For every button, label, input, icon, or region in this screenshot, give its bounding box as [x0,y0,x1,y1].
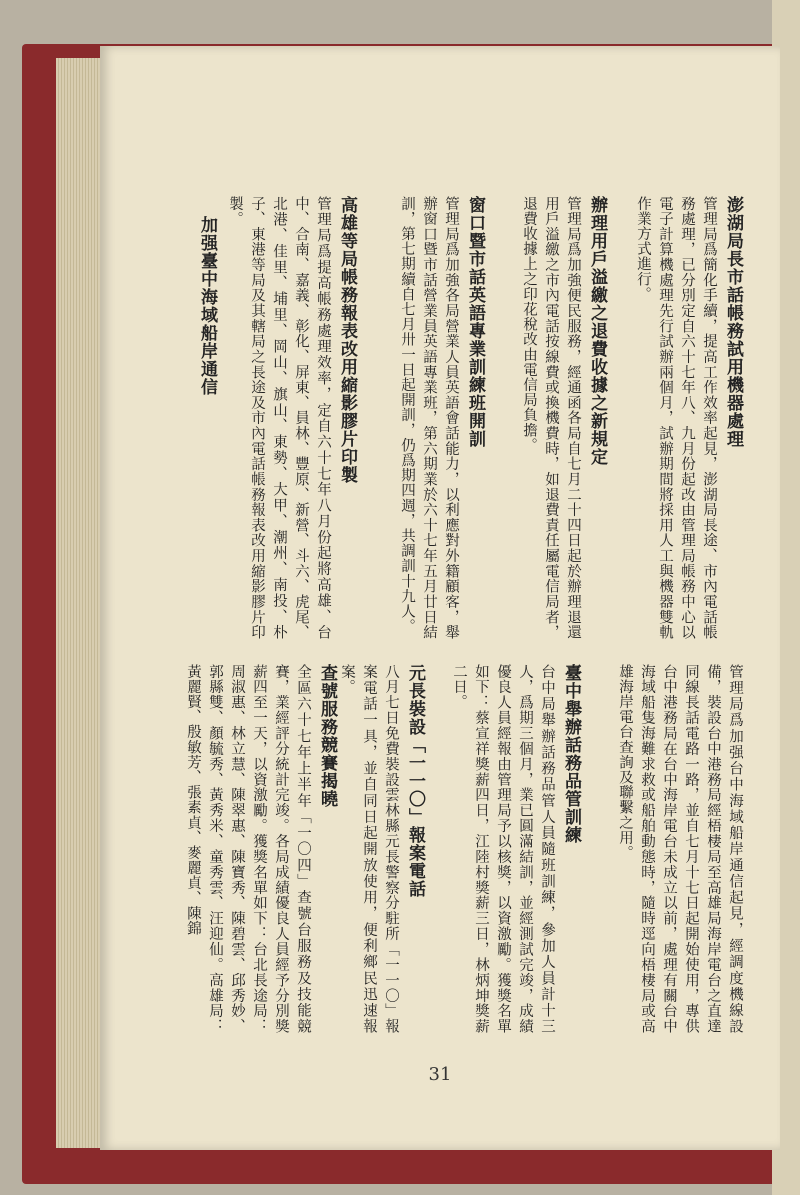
page-number: 31 [428,1064,452,1085]
article-110-hotline [336,664,428,1034]
article-title: 辦理用戶溢繳之退費收據之新規定 [587,196,607,466]
article-title: 窗口暨市話英語專業訓練班開訓 [465,196,485,448]
article-title: 高雄等局帳務報表改用縮影膠片印製 [337,196,357,484]
article-title: 澎湖局長市話帳務試用機器處理 [723,196,743,448]
article-title: 臺中舉辦話務品管訓練 [561,664,581,844]
article-body: 管理局爲提高帳務處理效率，定自六十七年八月份起將高雄、台中、合南、嘉義、彰化、屏東、員林、豐原、新營、斗六、虎尾、北港、佳里、埔里、岡山、旗山、東勢、大甲、潮州、南投、朴子、東港等局及其轄局之長途及市內電話帳務報表改用縮影膠片印製。 [227,196,331,640]
article-operator-training [448,664,584,1034]
article-body: 八月七日免費裝設雲林縣元長警察分駐所「一一〇」報案電話一具，並自同日起開放使用，便利鄉民迅速報案。 [339,664,399,1034]
article-title: 查號服務競賽揭曉 [317,664,337,808]
article-microfilm-reports [224,196,360,640]
article-title: 元長裝設「一一〇」報案電話 [405,664,425,898]
article-body: 管理局爲簡化手續，提高工作效率起見，澎湖局長途、市內電話帳務處理，已分別定自六十七年八、九月份起改由管理局帳務中心以電子計算機處理先行試辦兩個月，試辦期間將採用人工與機器雙軌作業方式進行。 [635,196,717,640]
article-body: 全區六十七年上半年「一〇四」查號台服務及技能競賽，業經評分統計完竣。各局成績優良人員經予分別獎薪四至一天，以資激勵。獲獎名單如下：台北長途局：周淑惠、林立慧、陳翠惠、陳寶秀、陳碧雲、邱秀妙、郭縣雙、顏毓秀、黃秀米、童秀雲、汪迎仙。高雄局：黃麗賢、殷敏芳、張素貞、麥麗貞、陳錦 [185,664,311,1034]
article-title: 加强臺中海域船岸通信 [197,216,217,396]
article-taichung-marine-title [194,216,220,516]
article-directory-contest [182,664,340,1034]
article-taichung-marine-body [614,664,746,1034]
article-english-training [396,196,488,640]
article-refund-receipt [518,196,610,640]
article-body: 管理局爲加強便民服務，經通函各局自七月二十四日起於辦理退還用戶溢繳之市內電話按線費或換機費時，如退費責任屬電信局者，退費收據上之印花稅改由電信局負擔。 [521,196,581,640]
article-body: 台中局舉辦話務品管人員隨班訓練，參加人員計十三人，爲期三個月，業已圓滿結訓，並經測試完竣，成績優良人員經報由管理局予以核獎，以資激勵。獲獎名單如下：蔡宣祥獎薪四日，江陸村獎薪三日，林炳坤獎薪二日。 [451,664,555,1034]
article-penghu-billing [632,196,746,640]
article-body: 管理局爲加强台中海域船岸通信起見，經調度機線設備，裝設台中港務局經梧棲局至高雄局海岸電台之直達同線長話電路一路，並自七月十七日起開始使用，專供台中港務局在台中海岸電台未成立以前，處理有關台中海域船隻海難求救或船舶動態時，隨時逕向梧棲局或高雄海岸電台查詢及聯繫之用。 [617,664,743,1034]
article-body: 管理局爲加強各局營業人員英語會話能力，以利應對外籍顧客，舉辦窗口暨市話營業員英語專業班，第六期業於六十七年五月廿日結訓，第七期續自七月卅一日起開訓，仍爲期四週，共調訓十九人。 [399,196,459,640]
book-page [100,46,780,1150]
